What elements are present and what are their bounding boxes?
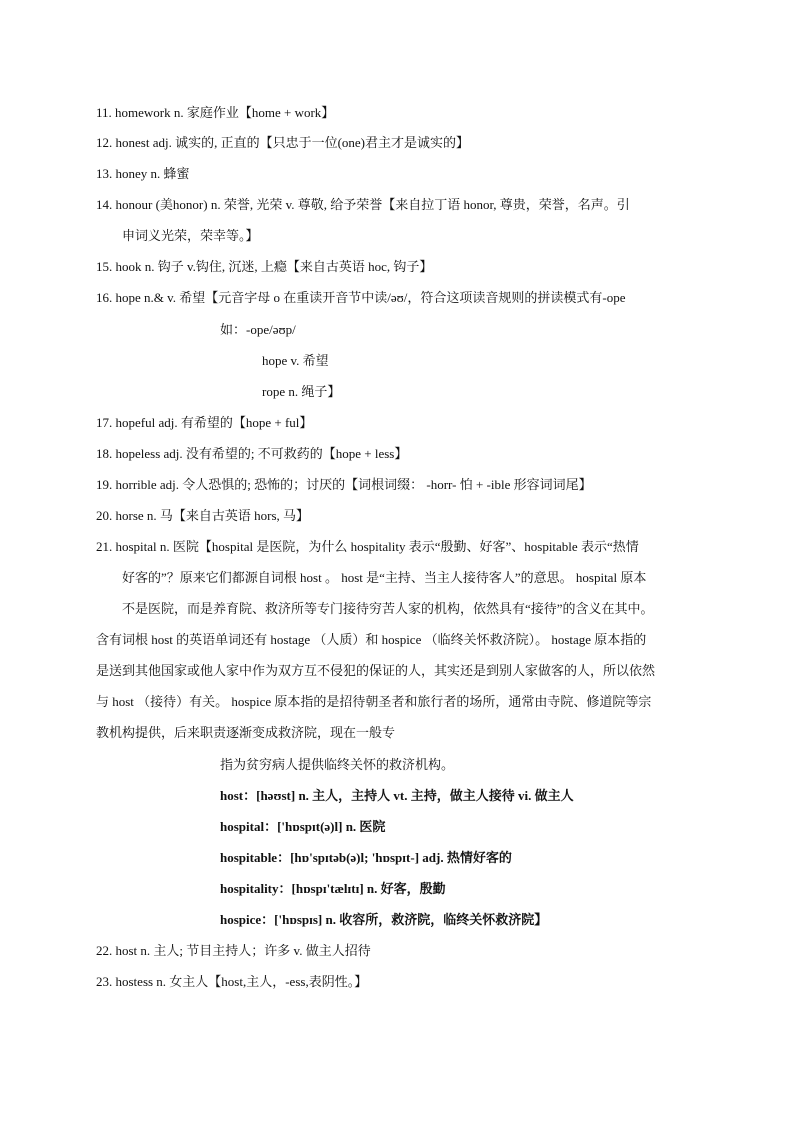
entry-16-line-3: hope v. 希望: [262, 353, 329, 368]
entry-21-host-definition: host：[həʊst] n. 主人，主持人 vt. 主持，做主人接待 vi. 做主人: [220, 788, 574, 803]
entry-14-line-1: 14. honour (美honor) n. 荣誉, 光荣 v. 尊敬, 给予荣誉【来自拉丁语 honor, 尊贵，荣誉，名声。引: [96, 197, 630, 212]
entry-21-line-5: 是送到其他国家或他人家中作为双方互不侵犯的保证的人，其实还是到别人家做客的人，所以依然: [96, 663, 656, 678]
entry-21-line-7: 教机构提供，后来职责逐渐变成救济院，现在一般专: [96, 725, 396, 740]
entry-21-hospitality-definition: hospitality：[hɒspɪ'tælɪtɪ] n. 好客，殷勤: [220, 881, 446, 896]
entry-22: 22. host n. 主人; 节目主持人；许多 v. 做主人招待: [96, 943, 371, 958]
entry-20: 20. horse n. 马【来自古英语 hors, 马】: [96, 508, 310, 523]
entry-21-line-2: 好客的”？原来它们都源自词根 host 。 host 是“主持、当主人接待客人”的意思。 hospital 原本: [122, 570, 647, 585]
entry-16-line-4: rope n. 绳子】: [262, 384, 341, 399]
entry-16-line-2: 如：-ope/əʊp/: [220, 322, 296, 337]
entry-17: 17. hopeful adj. 有希望的【hope + ful】: [96, 415, 313, 430]
entry-21-line-6: 与 host （接待）有关。 hospice 原本指的是招待朝圣者和旅行者的场所，通常由寺院、修道院等宗: [96, 694, 652, 709]
entry-21-hospitable-definition: hospitable：[hɒ'spɪtəb(ə)l; 'hɒspɪt-] adj. 热情好客的: [220, 850, 512, 865]
entry-18: 18. hopeless adj. 没有希望的; 不可救药的【hope + less】: [96, 446, 408, 461]
entry-23: 23. hostess n. 女主人【host,主人，-ess,表阴性。】: [96, 974, 368, 989]
entry-21-line-8: 指为贫穷病人提供临终关怀的救济机构。: [220, 757, 455, 772]
entry-21-hospice-definition: hospice：['hɒspɪs] n. 收容所，救济院，临终关怀救济院】: [220, 912, 548, 927]
entry-15: 15. hook n. 钩子 v.钩住, 沉迷, 上瘾【来自古英语 hoc, 钩子】: [96, 259, 433, 274]
entry-21-line-3: 不是医院，而是养育院、救济所等专门接待穷苦人家的机构，依然具有“接待”的含义在其中。: [122, 601, 654, 616]
entry-19: 19. horrible adj. 令人恐惧的; 恐怖的；讨厌的【词根词缀： -horr- 怕 + -ible 形容词词尾】: [96, 477, 592, 492]
entry-14-line-2: 申词义光荣，荣幸等。】: [122, 228, 259, 243]
entry-21-line-4: 含有词根 host 的英语单词还有 hostage （人质）和 hospice （临终关怀救济院）。 hostage 原本指的: [96, 632, 647, 647]
entry-11: 11. homework n. 家庭作业【home + work】: [96, 105, 335, 120]
entry-21-line-1: 21. hospital n. 医院【hospital 是医院，为什么 hospitality 表示“殷勤、好客”、hospitable 表示“热情: [96, 539, 639, 554]
entry-12: 12. honest adj. 诚实的, 正直的【只忠于一位(one)君主才是诚实的】: [96, 135, 470, 150]
entry-16-line-1: 16. hope n.& v. 希望【元音字母 o 在重读开音节中读/əʊ/，符合这项读音规则的拼读模式有-ope: [96, 290, 626, 305]
entry-13: 13. honey n. 蜂蜜: [96, 166, 190, 181]
entry-21-hospital-definition: hospital：['hɒspɪt(ə)l] n. 医院: [220, 819, 386, 834]
